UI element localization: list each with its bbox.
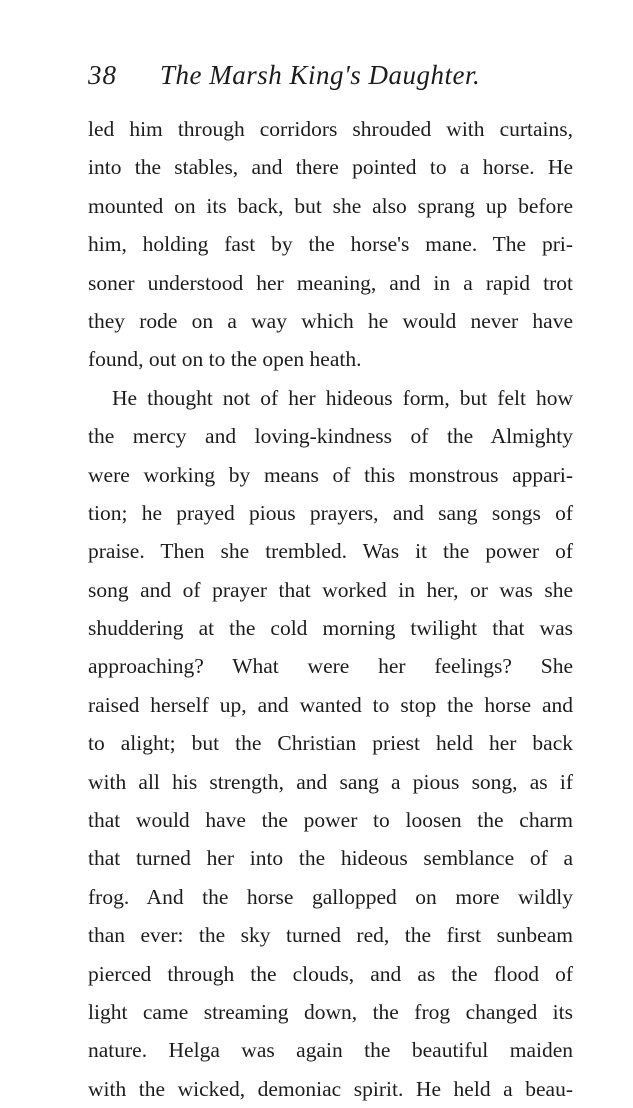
body-text: [88, 110, 573, 1108]
text-line: raised herself up, and wanted to stop the horse and: [88, 692, 573, 717]
text-line: with the wicked, demoniac spirit. He held a beau-: [88, 1076, 573, 1101]
text-line: were working by means of this monstrous appari-: [88, 462, 573, 487]
text-line: found, out on to the open heath.: [88, 347, 362, 372]
text-line: that turned her into the hideous semblance of a: [88, 846, 573, 871]
text-line: they rode on a way which he would never have: [88, 308, 573, 333]
text-line: that would have the power to loosen the charm: [88, 808, 573, 833]
text-line: light came streaming down, the frog changed its: [88, 999, 573, 1024]
text-line: pierced through the clouds, and as the flood of: [88, 961, 573, 986]
text-line: him, holding fast by the horse's mane. The pri-: [88, 232, 573, 257]
text-line: than ever: the sky turned red, the first sunbeam: [88, 923, 573, 948]
text-line: tion; he prayed pious prayers, and sang songs of: [88, 500, 573, 525]
text-line: shuddering at the cold morning twilight that was: [88, 616, 573, 641]
running-head: [88, 60, 578, 100]
text-line: into the stables, and there pointed to a horse. He: [88, 155, 573, 180]
text-line: with all his strength, and sang a pious song, as if: [88, 769, 573, 794]
text-line: approaching? What were her feelings? She: [88, 654, 573, 679]
text-line: song and of prayer that worked in her, or was she: [88, 577, 573, 602]
text-line: the mercy and loving-kindness of the Almighty: [88, 424, 573, 449]
text-line: led him through corridors shrouded with curtains,: [88, 117, 573, 141]
text-line: frog. And the horse gallopped on more wildly: [88, 884, 573, 909]
text-line: soner understood her meaning, and in a rapid trot: [88, 270, 573, 295]
text-line: mounted on its back, but she also sprang up before: [88, 193, 573, 218]
text-line: He thought not of her hideous form, but felt how: [112, 385, 573, 410]
text-line: nature. Helga was again the beautiful maiden: [88, 1038, 573, 1063]
page-number: 38: [88, 60, 117, 90]
text-line: praise. Then she trembled. Was it the power of: [88, 539, 573, 564]
running-title: The Marsh King's Daughter.: [160, 60, 481, 90]
text-line: to alight; but the Christian priest held her back: [88, 731, 573, 756]
